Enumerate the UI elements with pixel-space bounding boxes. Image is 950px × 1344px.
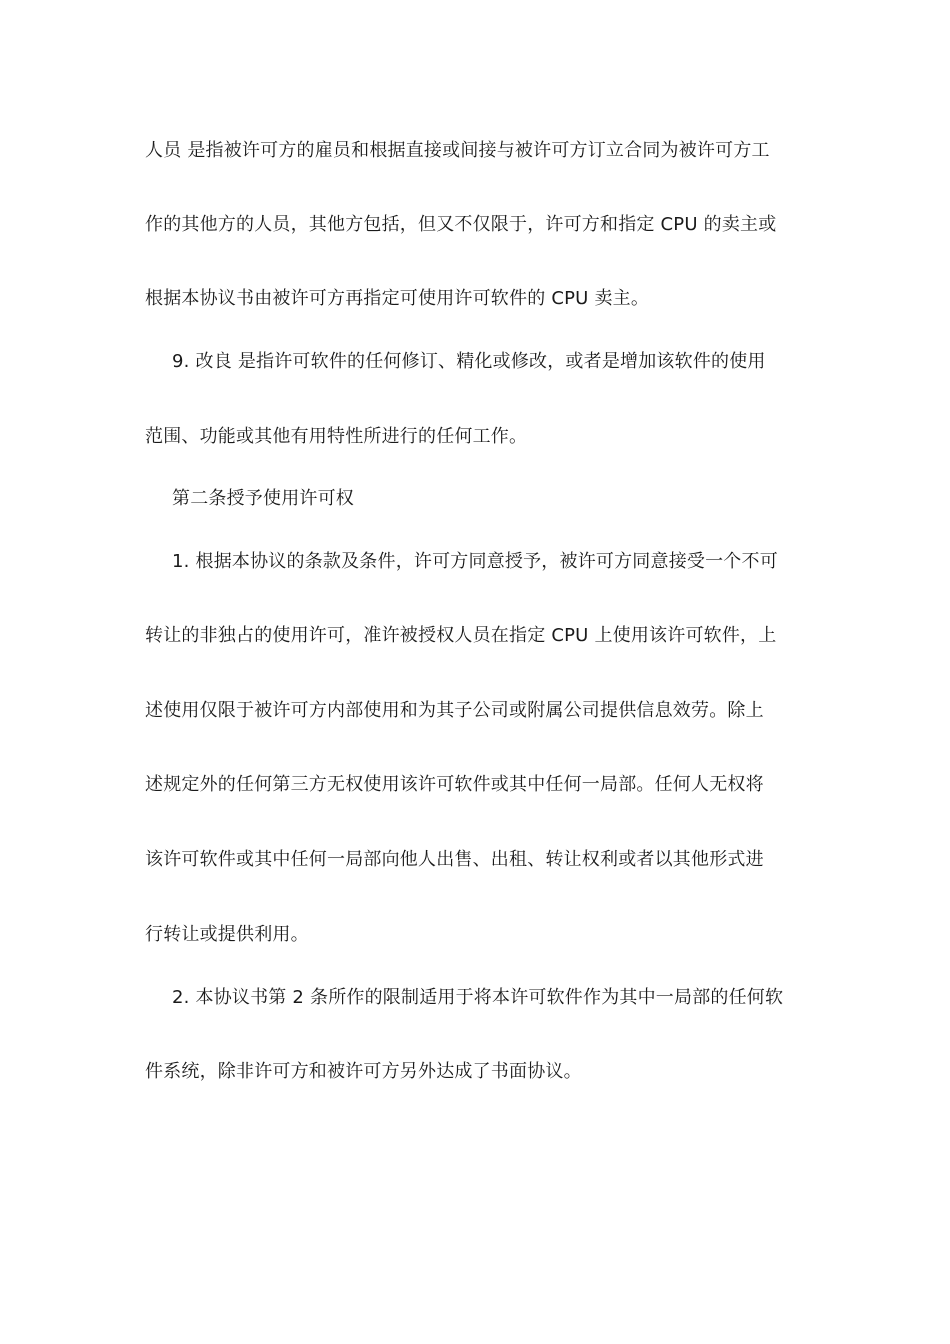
text-line: 人员 是指被许可方的雇员和根据直接或间接与被许可方订立合同为被许可方工 [145, 140, 770, 161]
text-line: 转让的非独占的使用许可，准许被授权人员在指定 CPU 上使用该许可软件，上 [145, 625, 777, 646]
text-line: 行转让或提供利用。 [145, 924, 309, 945]
text-line: 件系统，除非许可方和被许可方另外达成了书面协议。 [145, 1061, 582, 1082]
clause-9-text: 9. 改良 是指许可软件的任何修订、精化或修改，或者是增加该软件的使用 [172, 351, 766, 372]
section-heading: 第二条授予使用许可权 [172, 488, 354, 509]
text-line: 范围、功能或其他有用特性所进行的任何工作。 [145, 426, 528, 447]
text-line: 作的其他方的人员，其他方包括，但又不仅限于，许可方和指定 CPU 的卖主或 [145, 214, 777, 235]
text-line: 根据本协议书由被许可方再指定可使用许可软件的 CPU 卖主。 [145, 288, 650, 309]
text-line: 该许可软件或其中任何一局部向他人出售、出租、转让权利或者以其他形式进 [145, 849, 764, 870]
text-line: 述使用仅限于被许可方内部使用和为其子公司或附属公司提供信息效劳。除上 [145, 700, 764, 721]
clause-2-text: 2. 本协议书第 2 条所作的限制适用于将本许可软件作为其中一局部的任何软 [172, 987, 784, 1008]
clause-1-text: 1. 根据本协议的条款及条件，许可方同意授予，被许可方同意接受一个不可 [172, 551, 778, 572]
text-line: 述规定外的任何第三方无权使用该许可软件或其中任何一局部。任何人无权将 [145, 774, 764, 795]
